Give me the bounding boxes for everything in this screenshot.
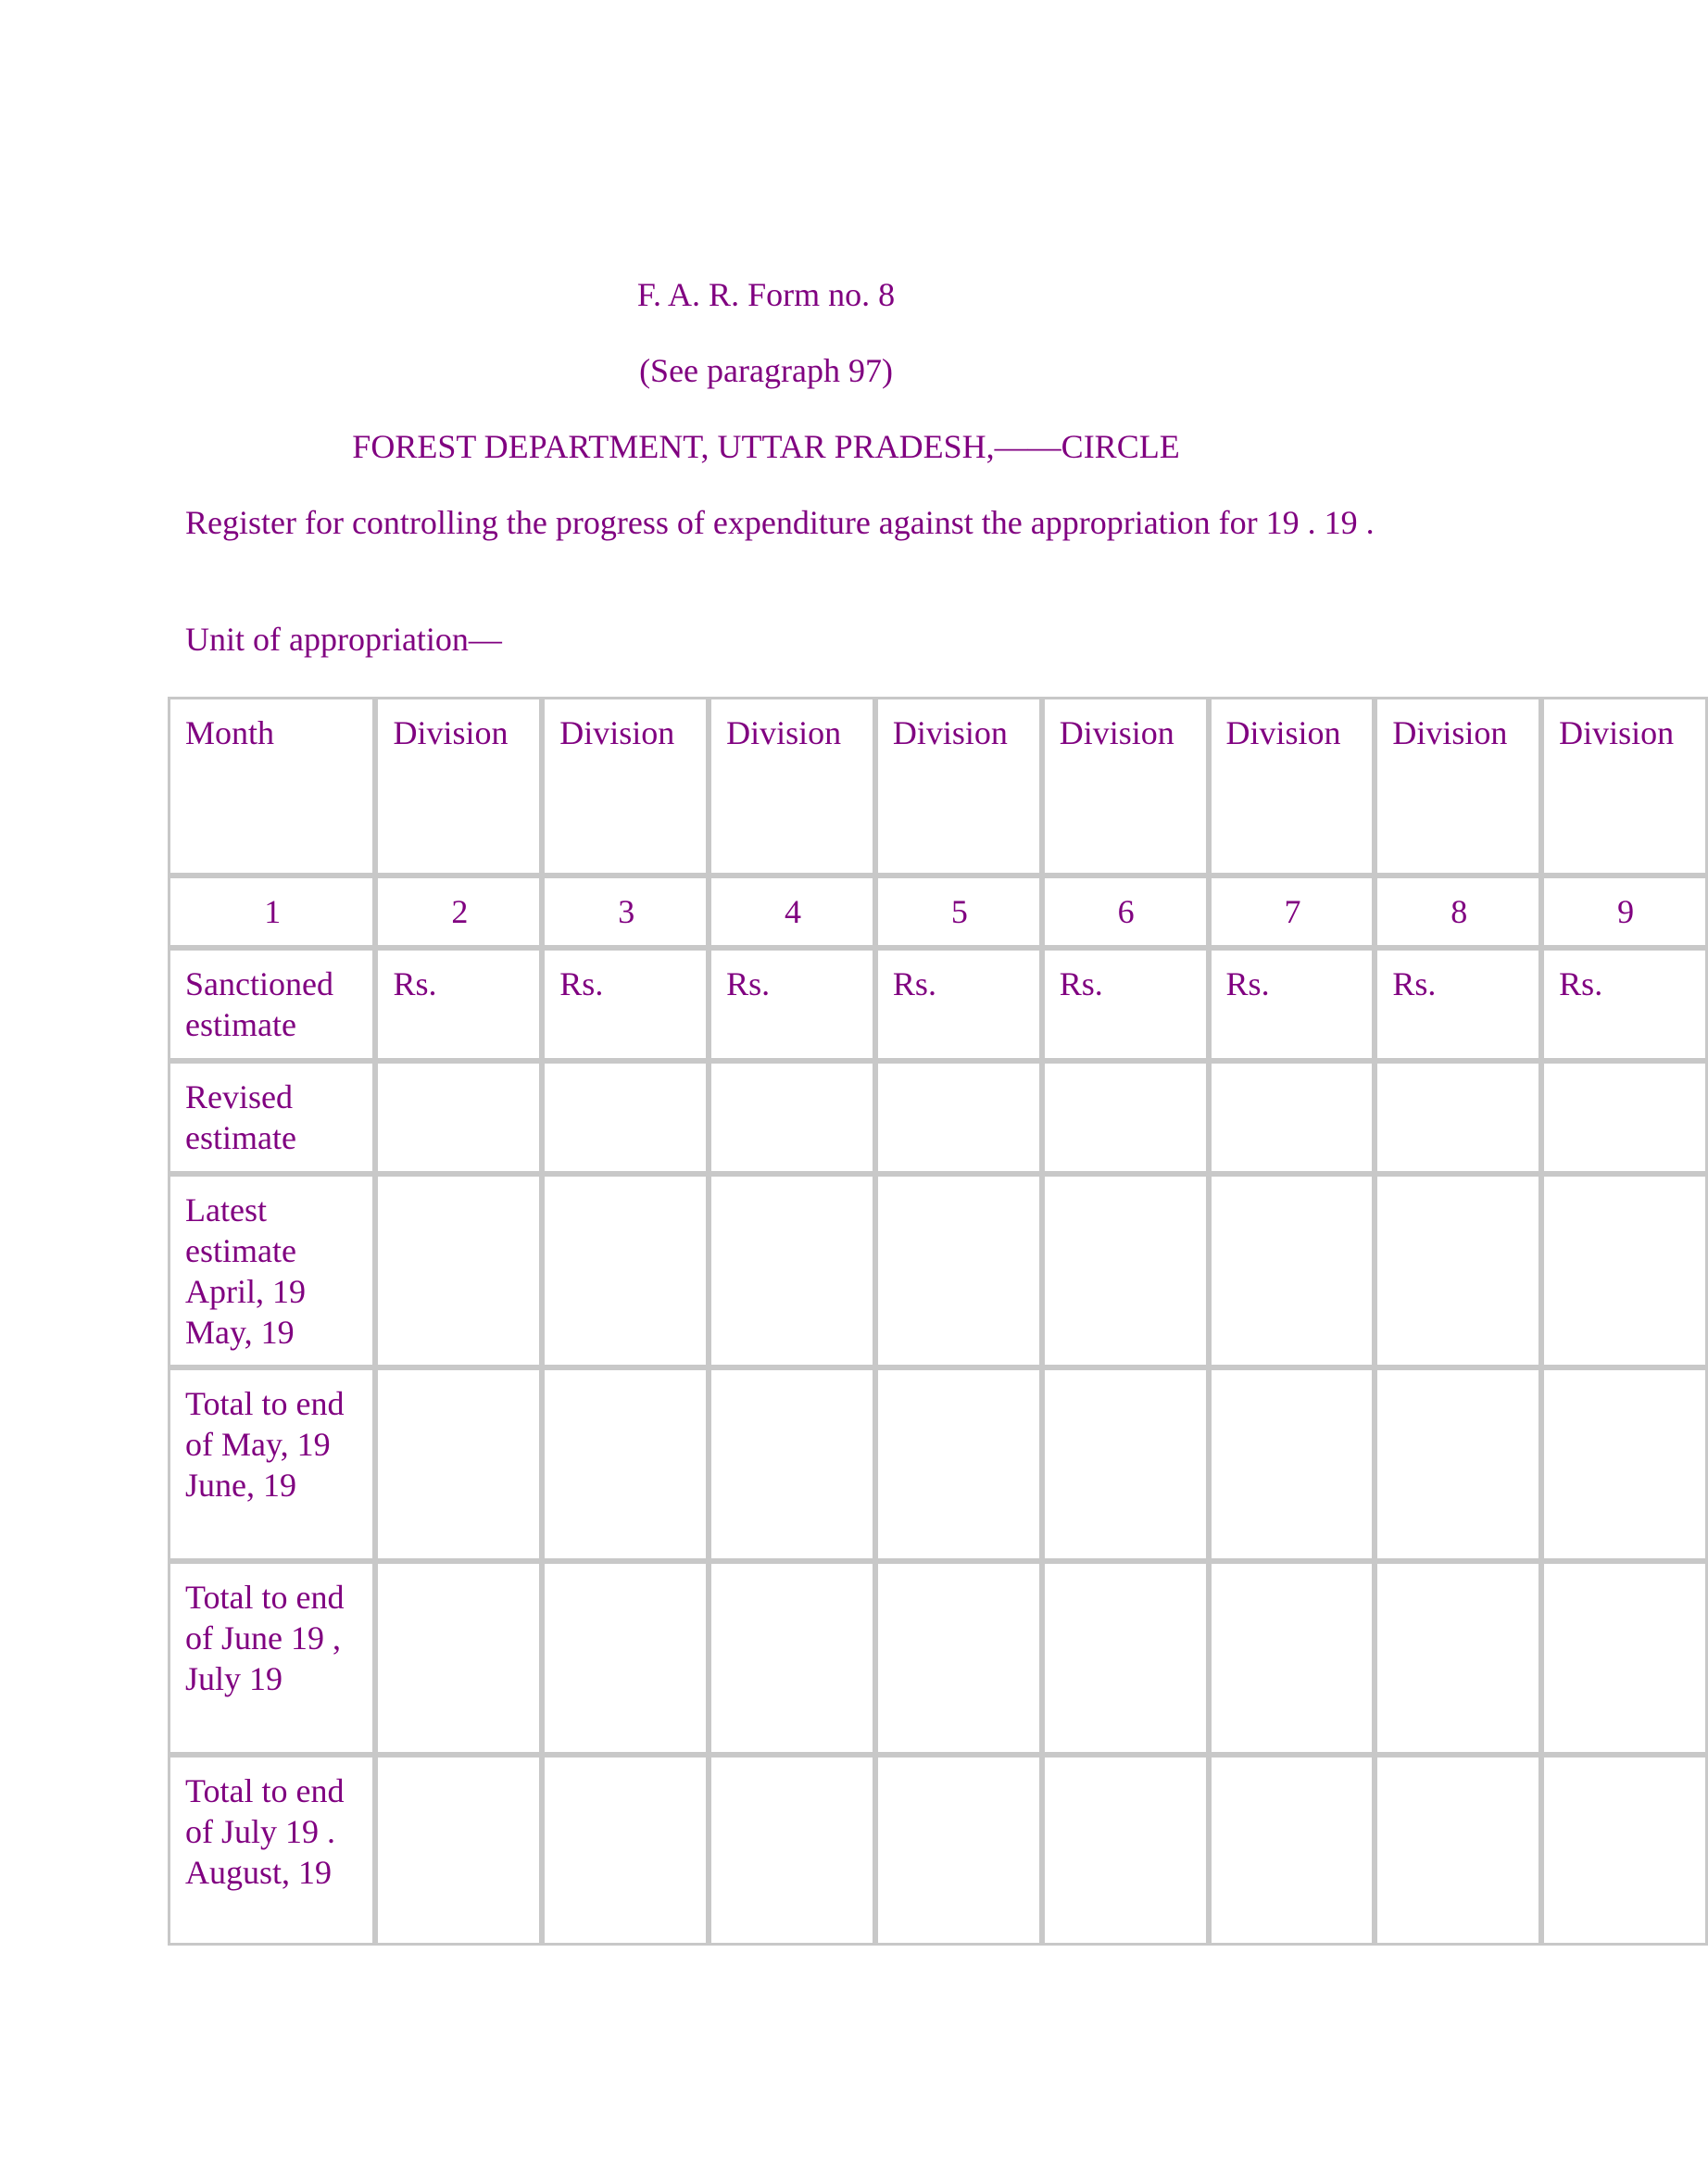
column-number: 4 (709, 876, 875, 948)
amount-cell: Rs. (875, 948, 1042, 1061)
empty-cell (1209, 1061, 1375, 1174)
label-line: June, 19 (185, 1467, 296, 1504)
column-number: 7 (1209, 876, 1375, 948)
column-number: 6 (1042, 876, 1209, 948)
table-row-sanctioned-estimate (168, 948, 1708, 1061)
row-label-sanctioned-estimate: Sanctioned estimate (168, 948, 375, 1061)
expenditure-register-table-wrapper (168, 697, 1675, 1947)
table-row-total-end-of-may (168, 1367, 1708, 1561)
empty-cell (1042, 1561, 1209, 1755)
header-cell-division: Division (875, 697, 1042, 876)
empty-cell (375, 1561, 542, 1755)
empty-cell (1375, 1174, 1541, 1367)
empty-cell (1375, 1367, 1541, 1561)
amount-cell: Rs. (1375, 948, 1541, 1061)
unit-of-appropriation: Unit of appropriation— (185, 621, 502, 658)
form-number: F. A. R. Form no. 8 (636, 276, 896, 313)
empty-cell (875, 1561, 1042, 1755)
label-line: August, 19 (185, 1854, 333, 1891)
amount-cell: Rs. (1209, 948, 1375, 1061)
column-number: 3 (542, 876, 709, 948)
expenditure-register-table (168, 697, 1708, 1946)
empty-cell (1042, 1755, 1209, 1946)
empty-cell (1541, 1367, 1708, 1561)
empty-cell (375, 1174, 542, 1367)
amount-cell: Rs. (542, 948, 709, 1061)
empty-cell (542, 1367, 709, 1561)
empty-cell (1209, 1561, 1375, 1755)
empty-cell (542, 1755, 709, 1946)
label-line: Total to end of June 19 , (185, 1579, 345, 1657)
empty-cell (1042, 1367, 1209, 1561)
empty-cell (875, 1755, 1042, 1946)
empty-cell (709, 1174, 875, 1367)
amount-cell: Rs. (1541, 948, 1708, 1061)
row-label-total-end-of-june (168, 1561, 375, 1755)
empty-cell (709, 1061, 875, 1174)
empty-cell (1042, 1174, 1209, 1367)
header-cell-division: Division (542, 697, 709, 876)
header-cell-month: Month (168, 697, 375, 876)
empty-cell (1042, 1061, 1209, 1174)
empty-cell (542, 1561, 709, 1755)
label-line: Total to end of July 19 . (185, 1772, 345, 1850)
label-line: May, 19 (185, 1314, 295, 1351)
empty-cell (375, 1367, 542, 1561)
empty-cell (1541, 1061, 1708, 1174)
empty-cell (542, 1061, 709, 1174)
table-row-revised-estimate (168, 1061, 1708, 1174)
label-line: Total to end of May, 19 (185, 1385, 345, 1463)
empty-cell (709, 1561, 875, 1755)
column-number: 2 (375, 876, 542, 948)
register-description: Register for controlling the progress of expenditure against the appropriation for 19 . 19 . (185, 504, 1375, 541)
empty-cell (1375, 1061, 1541, 1174)
header-cell-division: Division (709, 697, 875, 876)
column-number-row (168, 876, 1708, 948)
see-paragraph: (See paragraph 97) (639, 352, 893, 389)
empty-cell (1375, 1755, 1541, 1946)
empty-cell (1209, 1755, 1375, 1946)
empty-cell (1375, 1561, 1541, 1755)
column-number: 9 (1541, 876, 1708, 948)
empty-cell (875, 1061, 1042, 1174)
empty-cell (542, 1174, 709, 1367)
label-line: July 19 (185, 1660, 283, 1697)
label-line: Latest estimate (185, 1191, 296, 1269)
empty-cell (1541, 1755, 1708, 1946)
column-number: 8 (1375, 876, 1541, 948)
header-cell-division: Division (375, 697, 542, 876)
amount-cell: Rs. (1042, 948, 1209, 1061)
amount-cell: Rs. (709, 948, 875, 1061)
empty-cell (1541, 1561, 1708, 1755)
empty-cell (375, 1755, 542, 1946)
header-cell-division: Division (1042, 697, 1209, 876)
label-line: April, 19 (185, 1273, 306, 1310)
empty-cell (1209, 1174, 1375, 1367)
column-number: 1 (168, 876, 375, 948)
empty-cell (709, 1755, 875, 1946)
table-row-total-end-of-june (168, 1561, 1708, 1755)
row-label-latest-estimate (168, 1174, 375, 1367)
table-row-latest-estimate (168, 1174, 1708, 1367)
header-cell-division: Division (1209, 697, 1375, 876)
row-label-revised-estimate: Revised estimate (168, 1061, 375, 1174)
header-cell-division: Division (1541, 697, 1708, 876)
empty-cell (875, 1367, 1042, 1561)
table-row-total-end-of-july (168, 1755, 1708, 1946)
department-title: FOREST DEPARTMENT, UTTAR PRADESH,——CIRCLE (352, 428, 1180, 465)
column-number: 5 (875, 876, 1042, 948)
empty-cell (375, 1061, 542, 1174)
empty-cell (1209, 1367, 1375, 1561)
empty-cell (709, 1367, 875, 1561)
table-header-row (168, 697, 1708, 876)
empty-cell (875, 1174, 1042, 1367)
empty-cell (1541, 1174, 1708, 1367)
header-cell-division: Division (1375, 697, 1541, 876)
row-label-total-end-of-may (168, 1367, 375, 1561)
amount-cell: Rs. (375, 948, 542, 1061)
row-label-total-end-of-july (168, 1755, 375, 1946)
